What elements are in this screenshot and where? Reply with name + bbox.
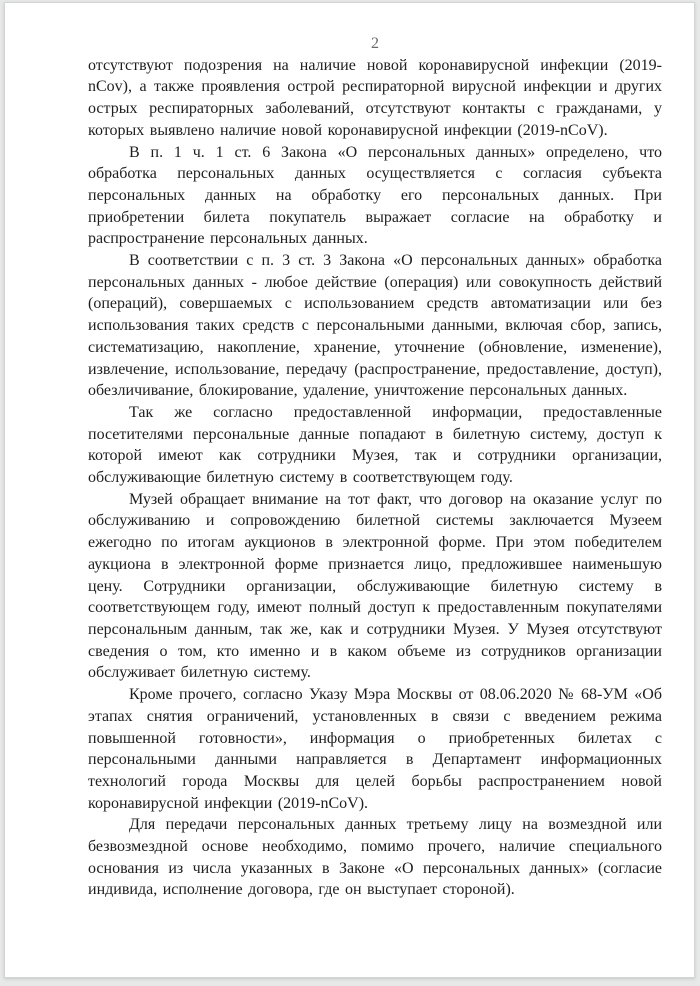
- paragraph-1: отсутствуют подозрения на наличие новой коронавирусной инфекции (2019-nCov), а также проявления острой респираторной вирусной инфекции и других острых респираторных заболеваний, отсутствуют контакты с гражданами, у которых выявлено наличие новой коронавирусной инфекции (2019-nCoV).: [88, 56, 662, 139]
- document-page: [4, 2, 695, 978]
- page-number: 2: [371, 35, 379, 52]
- document-content: [5, 3, 694, 901]
- paragraph-3: В соответствии с п. 3 ст. 3 Закона «О персональных данных» обработка персональных данных - любое действие (операция) или совокупность действий (операций), совершаемых с использованием средств автоматизации или без использования таких средств с персональными данными, включая сбор, запись, систематизацию, накопление, хранение, уточнение (обновление, изменение), извлечение, использование, передачу (распространение, предоставление, доступ), обезличивание, блокирование, удаление, уничтожение персональных данных.: [88, 252, 662, 400]
- paragraph-7: Для передачи персональных данных третьему лицу на возмездной или безвозмездной основе необходимо, помимо прочего, наличие специального основания из числа указанных в Законе «О персональных данных» (согласие индивида, исполнение договора, где он выступает стороной).: [88, 816, 662, 899]
- paragraph-5: Музей обращает внимание на тот факт, что договор на оказание услуг по обслуживанию и сопровождению билетной системы заключается Музеем ежегодно по итогам аукционов в электронной форме. При этом победителем аукциона в электронной форме признается лицо, предложившее наименьшую цену. Сотрудники организации, обслуживающие билетную систему в соответствующем году, имеют полный доступ к предоставленным покупателями персональным данным, так же, как и сотрудники Музея. У Музея отсутствуют сведения о том, кто именно и в каком объеме из сотрудников организации обслуживает билетную систему.: [88, 490, 662, 682]
- paragraph-2: В п. 1 ч. 1 ст. 6 Закона «О персональных данных» определено, что обработка персональных данных осуществляется с согласия субъекта персональных данных на обработку его персональных данных. При приобретении билета покупатель выражает согласие на обработку и распространение персональных данных.: [88, 143, 662, 248]
- paragraph-4: Так же согласно предоставленной информации, предоставленные посетителями персональные данные попадают в билетную систему, доступ к которой имеют как сотрудники Музея, так и сотрудники организации, обслуживающие билетную систему в соответствующем году.: [88, 403, 662, 487]
- paragraph-6: Кроме прочего, согласно Указу Мэра Москвы от 08.06.2020 № 68-УМ «Об этапах снятия ограничений, установленных в связи с введением режима повышенной готовности», информация о приобретенных билетах с персональными данными направляется в Департамент информационных технологий города Москвы для целей борьбы распространением новой коронавирусной инфекции (2019-nCoV).: [88, 686, 662, 812]
